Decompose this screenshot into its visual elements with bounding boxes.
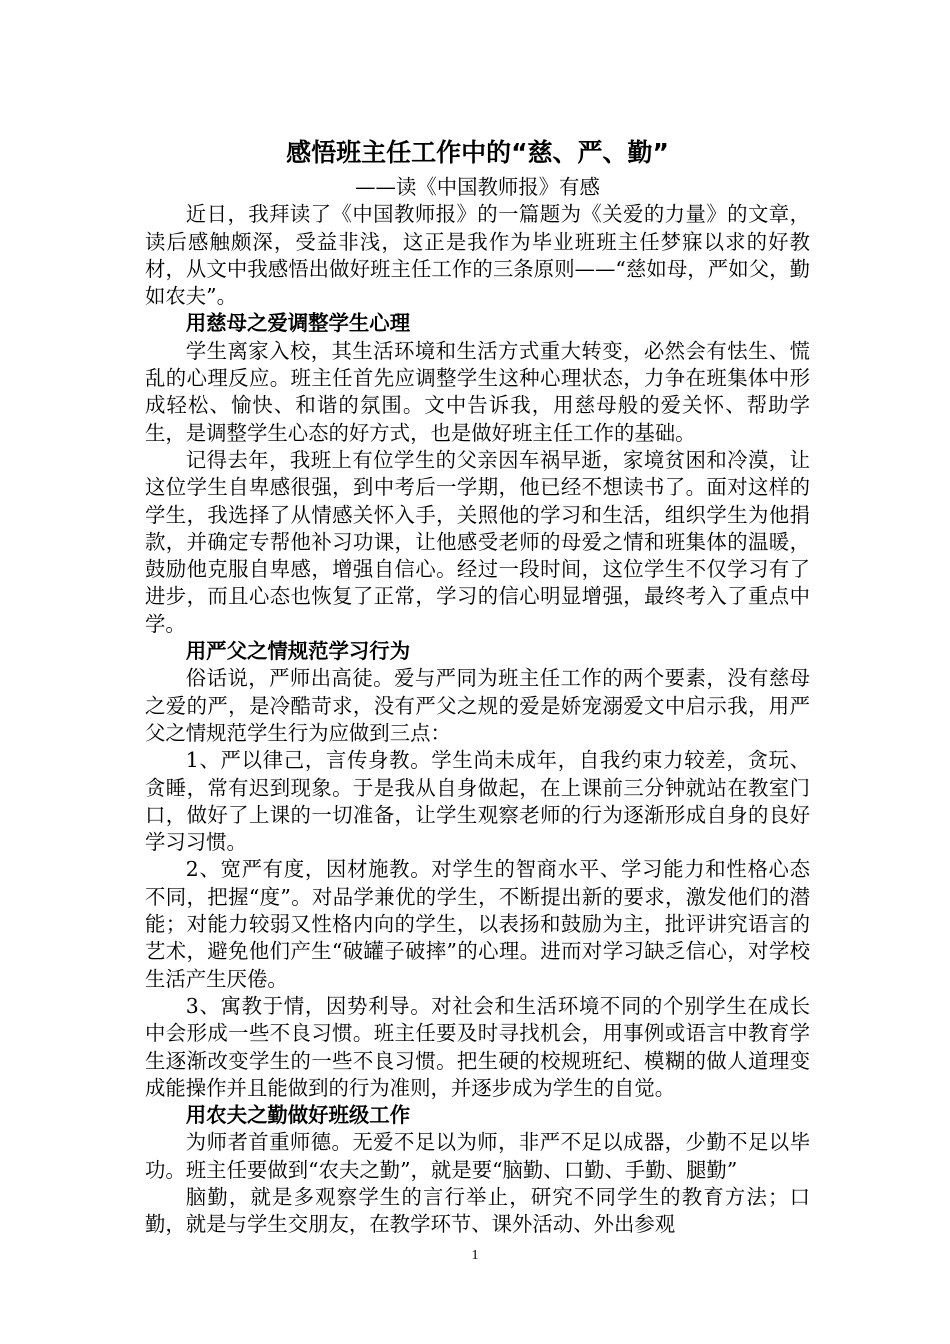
paragraph: 2、宽严有度，因材施教。对学生的智商水平、学习能力和性格心态不同，把握“度”。对品学兼优的学生，不断提出新的要求，激发他们的潜能；对能力较弱又性格内向的学生，以表扬和鼓励为主，批评讲究语言的艺术，避免他们产生“破罐子破摔”的心理。进而对学习缺乏信心，对学校生活产生厌倦。 bbox=[145, 857, 810, 991]
paragraph: 记得去年，我班上有位学生的父亲因车祸早逝，家境贫困和冷漠，让这位学生自卑感很强，到中考后一学期，他已经不想读书了。面对这样的学生，我选择了从情感关怀入手，关照他的学习和生活，组织学生为他捐款，并确定专帮他补习功课，让他感受老师的母爱之情和班集体的温暖，鼓励他克服自卑感，增强自信心。经过一段时间，这位学生不仅学习有了进步，而且心态也恢复了正常，学习的信心明显增强，最终考入了重点中学。 bbox=[145, 447, 810, 636]
paragraph: 近日，我拜读了《中国教师报》的一篇题为《关爱的力量》的文章，读后感触颇深，受益非浅，这正是我作为毕业班班主任梦寐以求的好教材，从文中我感悟出做好班主任工作的三条原则——“慈如母，严如父，勤如农夫”。 bbox=[145, 202, 810, 309]
paragraph: 学生离家入校，其生活环境和生活方式重大转变，必然会有怯生、慌乱的心理反应。班主任首先应调整学生这种心理状态，力争在班集体中形成轻松、愉快、和谐的氛围。文中告诉我，用慈母般的爱关怀、帮助学生，是调整学生心态的好方式，也是做好班主任工作的基础。 bbox=[145, 338, 810, 445]
section-heading: 用农夫之勤做好班级工作 bbox=[185, 1103, 411, 1128]
section-heading: 用严父之情规范学习行为 bbox=[185, 639, 411, 664]
page-number: 1 bbox=[471, 1248, 479, 1263]
paragraph: 为师者首重师德。无爱不足以为师，非严不足以成器，少勤不足以毕功。班主任要做到“农夫之勤”，就是要“脑勤、口勤、手勤、腿勤” bbox=[145, 1130, 810, 1182]
paragraph: 3、寓教于情，因势利导。对社会和生活环境不同的个别学生在成长中会形成一些不良习惯。班主任要及时寻找机会，用事例或语言中教育学生逐渐改变学生的一些不良习惯。把生硬的校规班纪、模糊的做人道理变成能操作并且能做到的行为准则，并逐步成为学生的自觉。 bbox=[145, 993, 810, 1100]
paragraph: 脑勤，就是多观察学生的言行举止，研究不同学生的教育方法；口勤，就是与学生交朋友，在教学环节、课外活动、外出参观 bbox=[145, 1184, 810, 1237]
paragraph: 俗话说，严师出高徒。爱与严同为班主任工作的两个要素，没有慈母之爱的严，是冷酷苛求，没有严父之规的爱是娇宠溺爱文中启示我，用严父之情规范学生行为应做到三点： bbox=[145, 666, 810, 745]
section-heading: 用慈母之爱调整学生心理 bbox=[185, 311, 411, 336]
paragraph: 1、严以律己，言传身教。学生尚未成年，自我约束力较差，贪玩、贪睡，常有迟到现象。于是我从自身做起，在上课前三分钟就站在教室门口，做好了上课的一切准备，让学生观察老师的行为逐渐形成自身的良好学习习惯。 bbox=[145, 748, 810, 855]
document-body bbox=[145, 138, 810, 1239]
document-blocks bbox=[145, 201, 810, 1238]
document-subtitle: ——读《中国教师报》有感 bbox=[355, 175, 600, 199]
document-title: 感悟班主任工作中的“慈、严、勤” bbox=[286, 138, 669, 167]
